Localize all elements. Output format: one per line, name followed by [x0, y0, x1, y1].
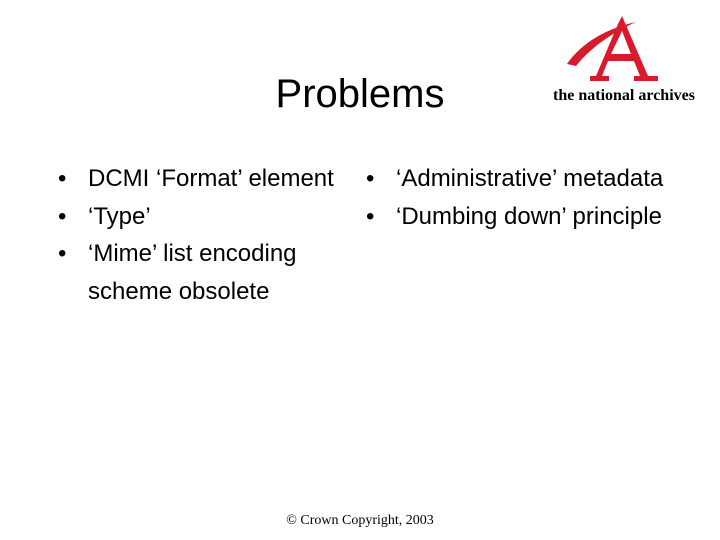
right-bullet-list: [366, 160, 666, 235]
bullet-icon: •: [58, 240, 67, 267]
logo-wordmark: the national archives: [553, 87, 695, 104]
list-item: [58, 160, 348, 198]
list-item-text: ‘Administrative’ metadata: [396, 165, 664, 192]
bullet-icon: •: [58, 165, 67, 192]
list-item-text: ‘Dumbing down’ principle: [396, 202, 662, 230]
list-item: [58, 198, 348, 236]
list-item-text: DCMI ‘Format’ element: [88, 165, 334, 192]
left-bullet-list: [58, 160, 348, 310]
list-item: [366, 160, 666, 198]
archives-a-logo-icon: [564, 14, 684, 86]
bullet-icon: •: [58, 202, 67, 230]
bullet-icon: •: [366, 165, 375, 192]
copyright-footer: © Crown Copyright, 2003: [286, 513, 434, 528]
list-item-text: ‘Type’: [88, 202, 151, 230]
list-item: [58, 235, 348, 310]
slide-title: Problems: [275, 72, 445, 116]
national-archives-logo: [544, 14, 704, 106]
bullet-icon: •: [366, 202, 375, 230]
list-item-text: ‘Mime’ list encoding scheme obsolete: [88, 240, 297, 305]
list-item: [366, 198, 666, 236]
